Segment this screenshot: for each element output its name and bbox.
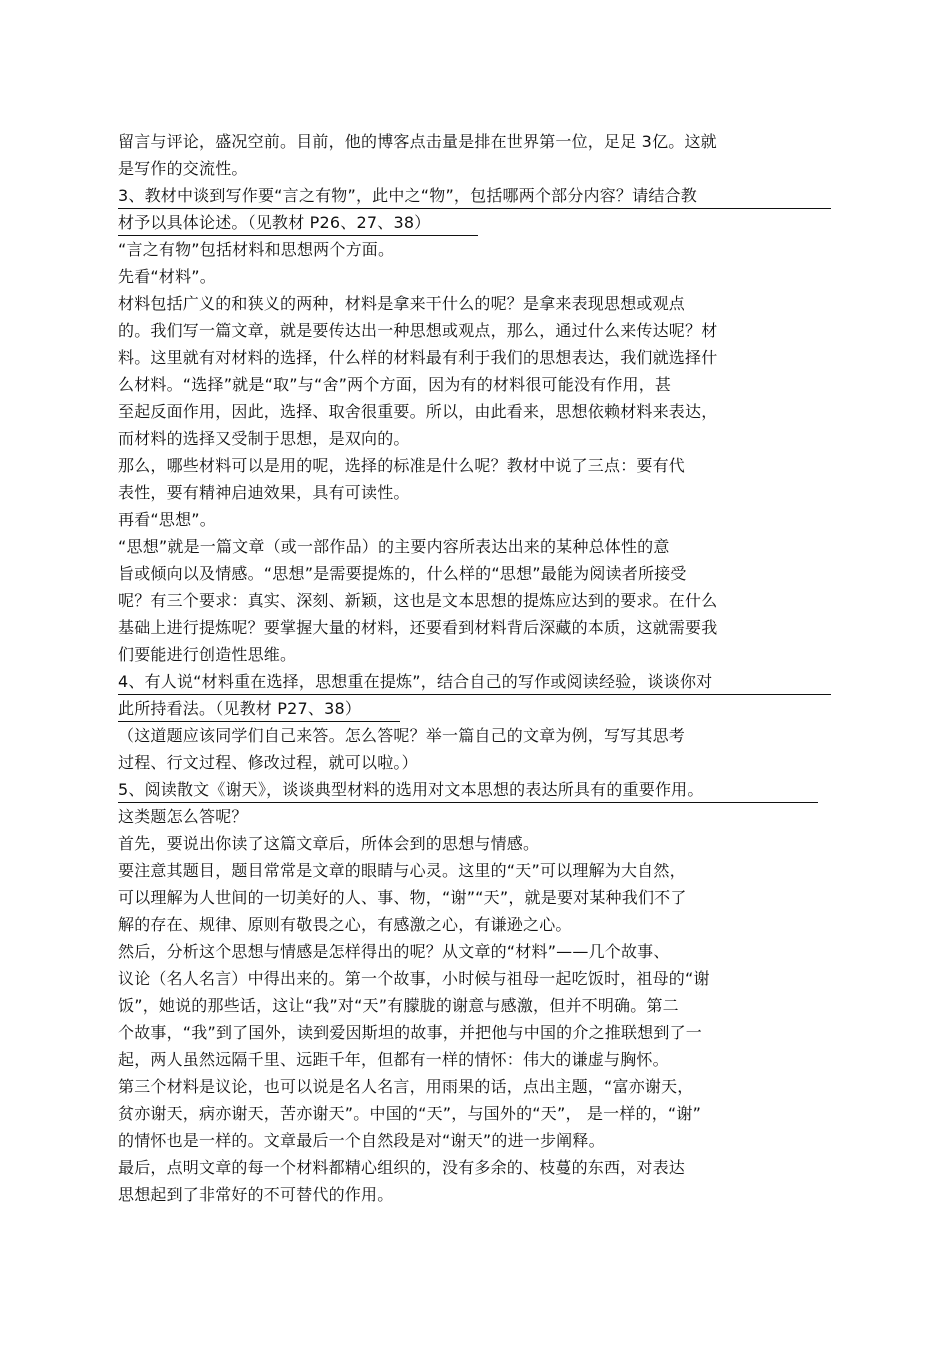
text-line: 们要能进行创造性思维。 xyxy=(118,645,297,664)
text-line: 留言与评论，盛况空前。目前，他的博客点击量是排在世界第一位，足足 3亿。这就 xyxy=(118,132,717,151)
question-3-line: 材予以具体论述。（见教材 P26、27、38） xyxy=(118,213,431,232)
text-line: 再看“思想”。 xyxy=(118,510,216,529)
text-line: 解的存在、规律、原则有敬畏之心，有感激之心，有谦逊之心。 xyxy=(118,915,572,934)
text-line: 基础上进行提炼呢？要掌握大量的材料，还要看到材料背后深藏的本质，这就需要我 xyxy=(118,618,718,637)
text-line: 的。我们写一篇文章，就是要传达出一种思想或观点，那么，通过什么来传达呢？材 xyxy=(118,321,718,340)
text-line: 至起反面作用，因此，选择、取舍很重要。所以，由此看来，思想依赖材料来表达， xyxy=(118,402,718,421)
text-line: 表性，要有精神启迪效果，具有可读性。 xyxy=(118,483,410,502)
text-line: 材料包括广义的和狭义的两种，材料是拿来干什么的呢？是拿来表现思想或观点 xyxy=(118,294,686,313)
text-line: 先看“材料”。 xyxy=(118,267,216,286)
text-line: 这类题怎么答呢？ xyxy=(118,807,248,826)
question-3-line: 3、教材中谈到写作要“言之有物”，此中之“物”，包括哪两个部分内容？请结合教 xyxy=(118,186,697,205)
text-line: 料。这里就有对材料的选择，什么样的材料最有利于我们的思想表达，我们就选择什 xyxy=(118,348,718,367)
text-line: 思想起到了非常好的不可替代的作用。 xyxy=(118,1185,394,1204)
text-line: 贫亦谢天，病亦谢天，苦亦谢天”。中国的“天”，与国外的“天”， 是一样的，“谢” xyxy=(118,1104,702,1123)
underline xyxy=(118,721,400,722)
text-line: 呢？有三个要求：真实、深刻、新颖，这也是文本思想的提炼应达到的要求。在什么 xyxy=(118,591,718,610)
text-line: “思想”就是一篇文章（或一部作品）的主要内容所表达出来的某种总体性的意 xyxy=(118,537,670,556)
text-line: 可以理解为人世间的一切美好的人、事、物，“谢”“天”，就是要对某种我们不了 xyxy=(118,888,687,907)
underline xyxy=(118,208,831,209)
text-line: 而材料的选择又受制于思想，是双向的。 xyxy=(118,429,410,448)
text-line: 最后，点明文章的每一个材料都精心组织的，没有多余的、枝蔓的东西，对表达 xyxy=(118,1158,686,1177)
question-4-line: 此所持看法。（见教材 P27、38） xyxy=(118,699,362,718)
question-5-line: 5、阅读散文《谢天》，谈谈典型材料的选用对文本思想的表达所具有的重要作用。 xyxy=(118,780,704,799)
underline xyxy=(118,235,478,236)
text-line: 过程、行文过程、修改过程，就可以啦。） xyxy=(118,753,418,772)
text-line: 要注意其题目，题目常常是文章的眼睛与心灵。这里的“天”可以理解为大自然， xyxy=(118,861,686,880)
text-line: 然后，分析这个思想与情感是怎样得出的呢？从文章的“材料”——几个故事、 xyxy=(118,942,670,961)
text-line: 首先，要说出你读了这篇文章后，所体会到的思想与情感。 xyxy=(118,834,540,853)
text-line: 起，两人虽然远隔千里、远距千年，但都有一样的情怀：伟大的谦虚与胸怀。 xyxy=(118,1050,669,1069)
underline xyxy=(118,802,818,803)
text-line: 那么，哪些材料可以是用的呢，选择的标准是什么呢？教材中说了三点：要有代 xyxy=(118,456,686,475)
text-line: 是写作的交流性。 xyxy=(118,159,248,178)
text-line: 旨或倾向以及情感。“思想”是需要提炼的，什么样的“思想”最能为阅读者所接受 xyxy=(118,564,687,583)
text-line: 饭”，她说的那些话，这让“我”对“天”有朦胧的谢意与感激，但并不明确。第二 xyxy=(118,996,679,1015)
question-4-line: 4、有人说“材料重在选择，思想重在提炼”，结合自己的写作或阅读经验，谈谈你对 xyxy=(118,672,713,691)
text-line: 个故事，“我”到了国外，读到爱因斯坦的故事，并把他与中国的介之推联想到了一 xyxy=(118,1023,702,1042)
underline xyxy=(118,694,831,695)
text-line: 第三个材料是议论，也可以说是名人名言，用雨果的话，点出主题，“富亦谢天， xyxy=(118,1077,694,1096)
text-line: 的情怀也是一样的。文章最后一个自然段是对“谢天”的进一步阐释。 xyxy=(118,1131,605,1150)
text-line: 么材料。“选择”就是“取”与“舍”两个方面，因为有的材料很可能没有作用，甚 xyxy=(118,375,672,394)
text-line: 议论（名人名言）中得出来的。第一个故事，小时候与祖母一起吃饭时，祖母的“谢 xyxy=(118,969,710,988)
text-line: （这道题应该同学们自己来答。怎么答呢？举一篇自己的文章为例，写写其思考 xyxy=(118,726,686,745)
text-line: “言之有物”包括材料和思想两个方面。 xyxy=(118,240,395,259)
